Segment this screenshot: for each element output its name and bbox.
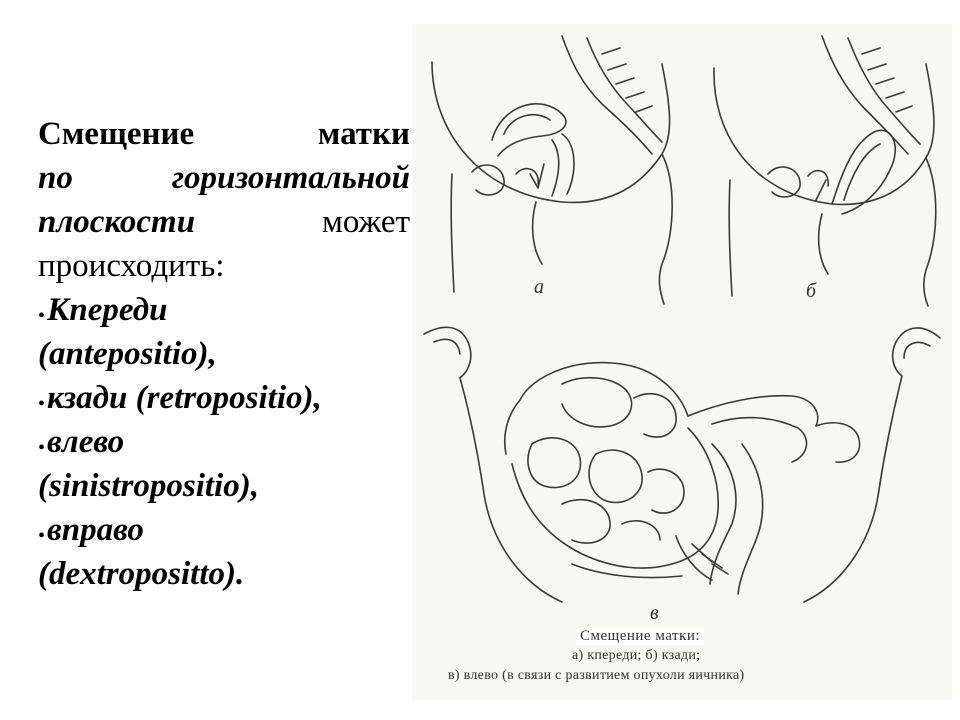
bullet-posterior-label: кзади (retropositio), (47, 380, 322, 416)
figure-label-v: в (650, 602, 659, 624)
bullet-item-posterior (38, 376, 410, 420)
bullet-right-label: вправо (47, 512, 144, 548)
bullet-item-right (38, 508, 410, 596)
bullet-item-anterior (38, 288, 410, 376)
bullet-anterior-label: Кпереди (47, 292, 168, 328)
intro-line-3 (38, 200, 410, 244)
bullet-dot-icon: • (38, 305, 46, 327)
figure-caption-line-2: в) влево (в связи с развитием опухоли яичника) (448, 668, 745, 683)
bullet-right-latin: (dextropositto). (38, 556, 245, 592)
bullet-left-label: влево (47, 424, 125, 460)
intro-word-gorizontalnoy: горизонтальной (171, 160, 410, 196)
bullet-left-latin: (sinistropositio), (38, 468, 259, 504)
slide-text-block (38, 112, 410, 596)
intro-line-1 (38, 112, 410, 156)
panel-a-sagittal-section (432, 36, 672, 304)
intro-line-4: происходить: (38, 248, 225, 284)
bullet-item-left (38, 420, 410, 508)
bullet-dot-icon: • (38, 525, 46, 547)
intro-line-2 (38, 156, 410, 200)
panel-b-sagittal-section (714, 36, 936, 306)
bullet-dot-icon: • (38, 437, 46, 459)
intro-word-po: по (38, 160, 73, 196)
panel-v-frontal-pelvis (424, 327, 940, 602)
intro-word-ploskosti: плоскости (38, 204, 196, 240)
intro-word-matki: матки (317, 116, 410, 152)
intro-word-mozhet: может (322, 204, 410, 240)
intro-word-smeshchenie: Смещение (38, 116, 195, 152)
figure-label-a: а (534, 276, 544, 298)
figure-label-b: б (806, 280, 817, 302)
bullet-anterior-latin: (antepositio), (38, 336, 217, 372)
figure-caption-title: Смещение матки: (576, 628, 704, 645)
bullet-dot-icon: • (38, 393, 46, 415)
anatomical-drawing-svg (412, 24, 952, 700)
figure-caption-line-1: а) кпереди; б) кзади; (572, 648, 701, 663)
anatomical-illustration (412, 24, 952, 700)
